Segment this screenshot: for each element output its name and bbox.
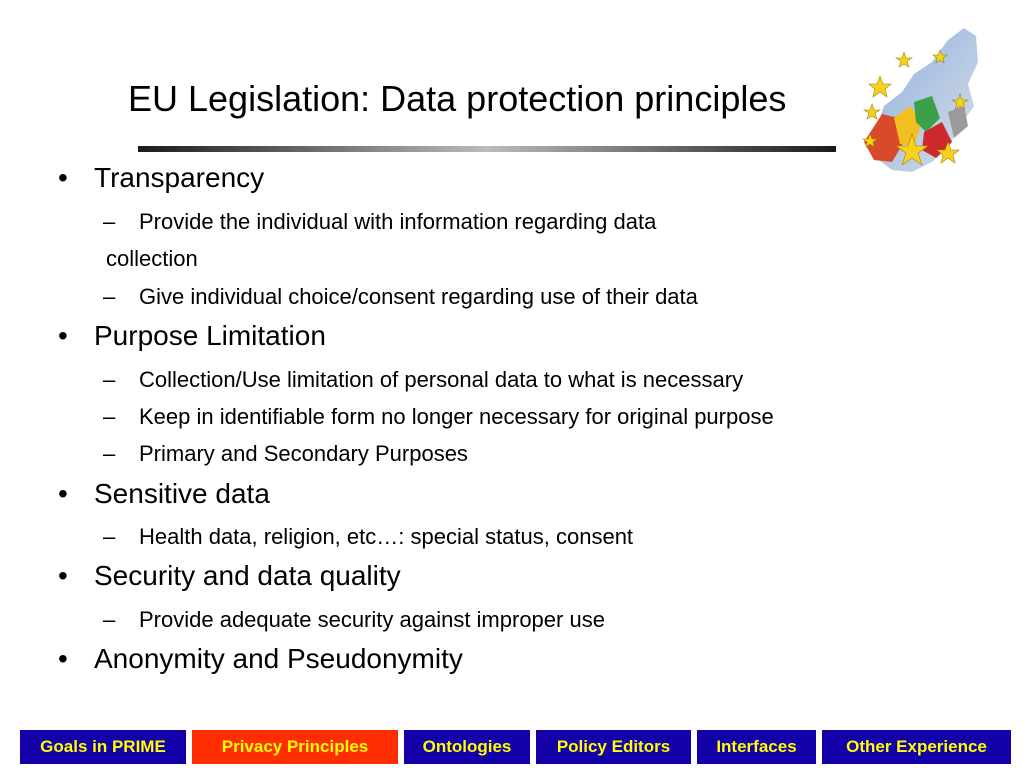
sub-bullet bbox=[103, 441, 468, 467]
bullet-mark: • bbox=[58, 643, 68, 674]
bullet-transparency bbox=[58, 162, 264, 194]
sub-bullet-mark: – bbox=[103, 404, 116, 429]
tab-ontologies[interactable]: Ontologies bbox=[404, 730, 530, 764]
bullet-text: Transparency bbox=[94, 162, 265, 193]
sub-bullet-text: Provide the individual with information regarding data bbox=[139, 209, 657, 234]
tab-privacy-principles[interactable]: Privacy Principles bbox=[192, 730, 398, 764]
bullet-text: Anonymity and Pseudonymity bbox=[94, 643, 463, 674]
sub-bullet-mark: – bbox=[103, 441, 116, 466]
sub-bullet-mark: – bbox=[103, 607, 116, 632]
sub-bullet-mark: – bbox=[103, 209, 116, 234]
bullet-mark: • bbox=[58, 162, 68, 193]
sub-bullet bbox=[103, 524, 633, 550]
tab-interfaces[interactable]: Interfaces bbox=[697, 730, 816, 764]
tab-policy-editors[interactable]: Policy Editors bbox=[536, 730, 691, 764]
bullet-sensitive-data bbox=[58, 478, 270, 510]
sub-bullet bbox=[103, 607, 605, 633]
bullet-security-data-quality bbox=[58, 560, 401, 592]
slide-title: EU Legislation: Data protection principles bbox=[128, 78, 787, 119]
tab-goals-in-prime[interactable]: Goals in PRIME bbox=[20, 730, 186, 764]
bullet-mark: • bbox=[58, 320, 68, 351]
sub-bullet-text: Provide adequate security against improper use bbox=[139, 607, 605, 632]
bullet-mark: • bbox=[58, 478, 68, 509]
bullet-text: Security and data quality bbox=[94, 560, 401, 591]
bullet-mark: • bbox=[58, 560, 68, 591]
sub-bullet-continuation: collection bbox=[106, 246, 198, 271]
bullet-text: Purpose Limitation bbox=[94, 320, 326, 351]
sub-bullet-text: Give individual choice/consent regarding use of their data bbox=[139, 284, 698, 309]
tab-other-experience[interactable]: Other Experience bbox=[822, 730, 1011, 764]
sub-bullet-text: Primary and Secondary Purposes bbox=[139, 441, 468, 466]
sub-bullet bbox=[103, 404, 774, 430]
sub-bullet-mark: – bbox=[103, 524, 116, 549]
sub-bullet bbox=[103, 209, 656, 235]
bullet-anonymity-pseudonymity bbox=[58, 643, 463, 675]
sub-bullet bbox=[103, 284, 698, 310]
sub-bullet-text: Collection/Use limitation of personal data to what is necessary bbox=[139, 367, 744, 392]
sub-bullet-mark: – bbox=[103, 367, 116, 392]
section-nav bbox=[0, 730, 1024, 764]
sub-bullet-text: Keep in identifiable form no longer necessary for original purpose bbox=[139, 404, 774, 429]
sub-bullet bbox=[103, 367, 743, 393]
bullet-purpose-limitation bbox=[58, 320, 326, 352]
bullet-text: Sensitive data bbox=[94, 478, 270, 509]
sub-bullet-mark: – bbox=[103, 284, 116, 309]
sub-bullet-text: Health data, religion, etc…: special status, consent bbox=[139, 524, 634, 549]
